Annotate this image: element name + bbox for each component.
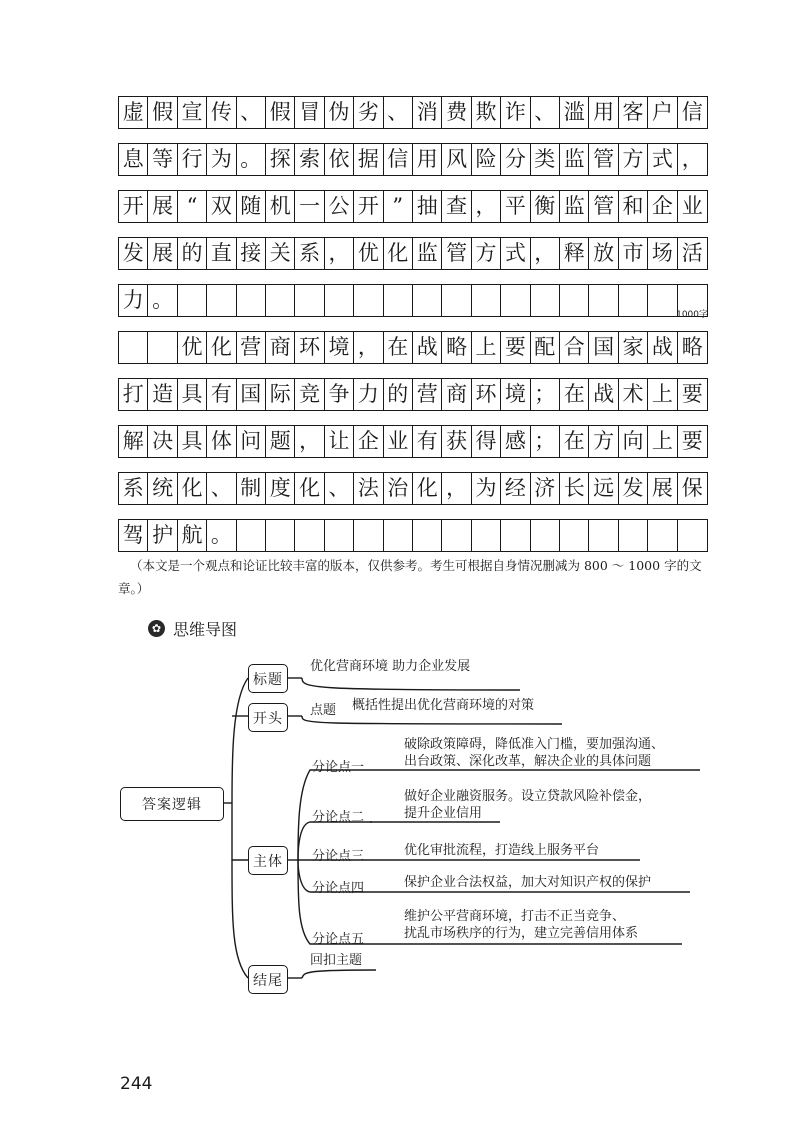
grid-cell: 管 — [442, 238, 471, 269]
grid-cell: 力 — [354, 379, 383, 410]
grid-cell: 驾 — [119, 520, 148, 551]
grid-cell: 机 — [266, 191, 295, 222]
grid-cell: ， — [531, 238, 560, 269]
grid-cell: 力 — [119, 285, 148, 316]
grid-cell: 监 — [560, 144, 589, 175]
grid-cell: 竞 — [295, 379, 324, 410]
grid-cell: 的 — [384, 379, 413, 410]
grid-cell: 滥 — [560, 97, 589, 128]
ending-box: 结尾 — [248, 965, 288, 994]
grid-cell: 化 — [384, 238, 413, 269]
grid-cell: 体 — [207, 426, 236, 457]
grid-cell: 信 — [384, 144, 413, 175]
grid-cell: 化 — [207, 332, 236, 363]
point1-line1: 破除政策障碍，降低准入门槛，要加强沟通、 — [404, 737, 665, 752]
title-underline — [302, 678, 520, 690]
grid-cell: “ — [178, 191, 207, 222]
grid-cell: 方 — [619, 144, 648, 175]
grid-cell: 具 — [178, 426, 207, 457]
grid-cell: 监 — [413, 238, 442, 269]
grid-cell: 统 — [148, 473, 177, 504]
grid-cell: 上 — [472, 332, 501, 363]
grid-cell: 发 — [619, 473, 648, 504]
grid-cell: 冒 — [295, 97, 324, 128]
grid-cell: 要 — [681, 382, 703, 406]
grid-cell: 为 — [207, 144, 236, 175]
spine-lower — [232, 860, 248, 978]
grid-cell: 获 — [442, 426, 471, 457]
opening-label: 点题 — [310, 703, 337, 718]
grid-cell: 、 — [207, 473, 236, 504]
section-title-text: 思维导图 — [173, 620, 238, 639]
grid-cell: 式 — [648, 144, 677, 175]
grid-cell: 客 — [619, 97, 648, 128]
grid-cell: 随 — [237, 191, 266, 222]
point5-line1: 维护公平营商环境，打击不正当竞争、 — [404, 909, 626, 924]
grid-cell: 化 — [413, 473, 442, 504]
grid-cell: 感 — [501, 426, 530, 457]
grid-cell: 配 — [531, 332, 560, 363]
point4-label: 分论点四 — [312, 881, 365, 896]
grid-cell: 上 — [648, 426, 677, 457]
grid-cell: 制 — [237, 473, 266, 504]
grid-cell: 放 — [589, 238, 618, 269]
grid-cell: 方 — [589, 426, 618, 457]
grid-cell: 远 — [589, 473, 618, 504]
grid-cell: 战 — [413, 332, 442, 363]
grid-cell: 决 — [148, 426, 177, 457]
grid-cell: 境 — [325, 332, 354, 363]
grid-cell: 系 — [295, 238, 324, 269]
grid-cell: 营 — [237, 332, 266, 363]
point2-line2: 提升企业信用 — [404, 806, 483, 821]
grid-cell: 一 — [295, 191, 324, 222]
grid-cell: 衡 — [531, 191, 560, 222]
grid-cell: 解 — [119, 426, 148, 457]
grid-cell: ” — [384, 191, 413, 222]
grid-cell: 息 — [119, 144, 148, 175]
point5-label: 分论点五 — [312, 932, 365, 947]
grid-cell: 依 — [325, 144, 354, 175]
grid-cell: 略 — [681, 335, 703, 359]
grid-cell: 略 — [442, 332, 471, 363]
grid-cell: 行 — [178, 144, 207, 175]
grid-cell: 向 — [619, 426, 648, 457]
grid-cell: 关 — [266, 238, 295, 269]
grid-cell: 打 — [119, 379, 148, 410]
grid-cell: 有 — [413, 426, 442, 457]
grid-cell: ； — [531, 426, 560, 457]
grid-cell: 具 — [178, 379, 207, 410]
grid-cell: 展 — [648, 473, 677, 504]
point5-line2: 扰乱市场秩序的行为，建立完善信用体系 — [404, 926, 639, 941]
point3-line1: 优化审批流程，打造线上服务平台 — [404, 843, 600, 858]
grid-cell: ， — [681, 147, 703, 171]
grid-cell: 市 — [619, 238, 648, 269]
grid-cell: 方 — [472, 238, 501, 269]
grid-cell: 开 — [119, 191, 148, 222]
grid-cell: 业 — [681, 194, 703, 218]
grid-cell: 合 — [560, 332, 589, 363]
spine-upper — [232, 678, 248, 803]
point2-line1: 做好企业融资服务。设立贷款风险补偿金， — [404, 789, 652, 804]
grid-cell: 伪 — [325, 97, 354, 128]
grid-cell: 境 — [501, 379, 530, 410]
grid-cell: 据 — [354, 144, 383, 175]
grid-cell: ， — [354, 332, 383, 363]
grid-cell: 家 — [619, 332, 648, 363]
grid-cell: 平 — [501, 191, 530, 222]
title-box: 标题 — [248, 664, 288, 693]
grid-cell: 、 — [384, 97, 413, 128]
grid-cell: 用 — [413, 144, 442, 175]
grid-cell: 消 — [413, 97, 442, 128]
grid-cell: 企 — [648, 191, 677, 222]
grid-cell: 环 — [472, 379, 501, 410]
point4-line1: 保护企业合法权益，加大对知识产权的保护 — [404, 875, 652, 890]
grid-cell: 信 — [681, 100, 703, 124]
grid-cell: 类 — [531, 144, 560, 175]
grid-cell: 要 — [681, 429, 703, 453]
grid-cell: 国 — [237, 379, 266, 410]
grid-cell: 造 — [148, 379, 177, 410]
grid-cell: 化 — [295, 473, 324, 504]
body-box: 主体 — [248, 846, 288, 875]
grid-cell: 法 — [354, 473, 383, 504]
grid-cell: 险 — [472, 144, 501, 175]
grid-cell: 诈 — [501, 97, 530, 128]
grid-cell: 等 — [148, 144, 177, 175]
grid-cell: 战 — [589, 379, 618, 410]
spine-body-connector — [232, 803, 248, 860]
grid-cell: 直 — [207, 238, 236, 269]
grid-cell: 公 — [325, 191, 354, 222]
grid-cell: 查 — [442, 191, 471, 222]
grid-cell: 、 — [325, 473, 354, 504]
grid-cell: 管 — [589, 144, 618, 175]
grid-cell: ， — [295, 426, 324, 457]
grid-cell: 在 — [384, 332, 413, 363]
opening-box: 开头 — [248, 703, 288, 732]
point1-label: 分论点一 — [312, 760, 365, 775]
grid-cell: 活 — [681, 241, 703, 265]
grid-cell: 的 — [178, 238, 207, 269]
grid-cell: 接 — [237, 238, 266, 269]
grid-cell: 优 — [354, 238, 383, 269]
grid-cell: 展 — [148, 191, 177, 222]
grid-cell: 战 — [648, 332, 677, 363]
grid-cell: 国 — [589, 332, 618, 363]
point1-line2: 出台政策、深化改革，解决企业的具体问题 — [404, 754, 652, 769]
grid-cell: 争 — [325, 379, 354, 410]
grid-cell: ； — [531, 379, 560, 410]
opening-underline — [302, 716, 562, 724]
grid-cell: 系 — [119, 473, 148, 504]
grid-cell: 航 — [178, 520, 207, 551]
grid-cell: 业 — [384, 426, 413, 457]
grid-cell: 营 — [413, 379, 442, 410]
grid-cell: 用 — [589, 97, 618, 128]
grid-cell: 术 — [619, 379, 648, 410]
grid-cell: 。 — [148, 285, 177, 316]
grid-cell: 经 — [501, 473, 530, 504]
grid-cell: 商 — [442, 379, 471, 410]
grid-cell: 护 — [148, 520, 177, 551]
grid-cell: 。 — [237, 144, 266, 175]
grid-cell: 场 — [648, 238, 677, 269]
grid-cell: 为 — [472, 473, 501, 504]
grid-cell: 和 — [619, 191, 648, 222]
grid-cell: 分 — [501, 144, 530, 175]
grid-cell: 有 — [207, 379, 236, 410]
grid-cell: 题 — [266, 426, 295, 457]
grid-cell: 治 — [384, 473, 413, 504]
title-text: 优化营商环境 助力企业发展 — [310, 659, 471, 674]
grid-cell: 风 — [442, 144, 471, 175]
grid-cell: 假 — [148, 97, 177, 128]
point3-label: 分论点三 — [312, 849, 365, 864]
grid-cell: 要 — [501, 332, 530, 363]
grid-cell: 得 — [472, 426, 501, 457]
grid-cell: 在 — [560, 379, 589, 410]
point2-label: 分论点二 — [312, 810, 365, 825]
grid-cell: 发 — [119, 238, 148, 269]
grid-cell: ， — [325, 238, 354, 269]
grid-cell: 、 — [237, 97, 266, 128]
page-number: 244 — [120, 1074, 153, 1094]
grid-cell: 。 — [207, 520, 236, 551]
ending-text: 回扣主题 — [310, 953, 363, 968]
grid-cell: 济 — [531, 473, 560, 504]
grid-cell: 劣 — [354, 97, 383, 128]
grid-cell: 式 — [501, 238, 530, 269]
grid-cell: 费 — [442, 97, 471, 128]
grid-cell: 假 — [266, 97, 295, 128]
grid-cell: 化 — [178, 473, 207, 504]
grid-cell: 在 — [560, 426, 589, 457]
grid-cell: 开 — [354, 191, 383, 222]
grid-cell: 虚 — [119, 97, 148, 128]
grid-cell: 际 — [266, 379, 295, 410]
grid-cell: 问 — [237, 426, 266, 457]
grid-cell: ， — [472, 191, 501, 222]
grid-cell: 管 — [589, 191, 618, 222]
grid-cell: 环 — [295, 332, 324, 363]
grid-cell: 抽 — [413, 191, 442, 222]
grid-cell: 商 — [266, 332, 295, 363]
grid-cell: 让 — [325, 426, 354, 457]
grid-cell: 保 — [681, 476, 703, 500]
grid-cell: 释 — [560, 238, 589, 269]
grid-cell: 上 — [648, 379, 677, 410]
grid-cell: 欺 — [472, 97, 501, 128]
grid-cell: 长 — [560, 473, 589, 504]
grid-cell: 宣 — [178, 97, 207, 128]
word-count-mark: 1000字 — [676, 310, 708, 320]
grid-cell: 双 — [207, 191, 236, 222]
grid-cell: 监 — [560, 191, 589, 222]
grid-cell: ， — [442, 473, 471, 504]
flower-icon: ✿ — [148, 620, 165, 637]
grid-cell: 索 — [295, 144, 324, 175]
grid-cell: 探 — [266, 144, 295, 175]
grid-cell: 度 — [266, 473, 295, 504]
grid-cell: 、 — [531, 97, 560, 128]
grid-cell: 户 — [648, 97, 677, 128]
grid-cell: 企 — [354, 426, 383, 457]
note-text: （本文是一个观点和论证比较丰富的版本，仅供参考。考生可根据自身情况删减为 800 ～ 1000 字的文章。） — [118, 558, 702, 596]
grid-cell: 优 — [178, 332, 207, 363]
opening-text: 概括性提出优化营商环境的对策 — [352, 698, 535, 713]
grid-cell: 展 — [148, 238, 177, 269]
grid-cell: 传 — [207, 97, 236, 128]
root-box: 答案逻辑 — [120, 787, 224, 821]
